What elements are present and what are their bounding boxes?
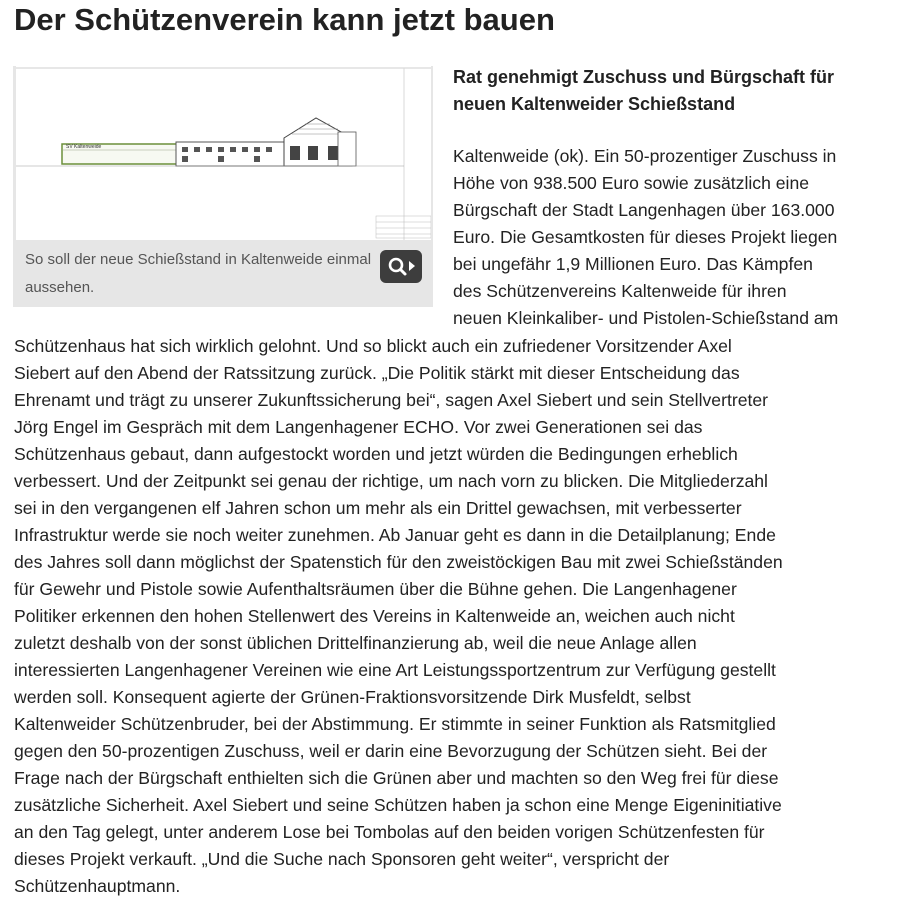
text-line: Höhe von 938.500 Euro sowie zusätzlich eine: [453, 173, 810, 193]
article-intro-text: [453, 143, 898, 332]
caption-line: aussehen.: [25, 279, 95, 296]
architect-drawing-image[interactable]: [16, 66, 431, 240]
text-line: Schützenhaus gebaut, dann aufgestockt worden und jetzt würden die Bedingungen erheblich: [14, 444, 738, 464]
text-line: Infrastruktur werde sie noch weiter zunehmen. Ab Januar geht es dann in die Detailplanung; Ende: [14, 525, 776, 545]
text-line: Bürgschaft der Stadt Langenhagen über 163.000: [453, 200, 835, 220]
text-line: des Jahres soll dann möglichst der Spatenstich für den zweistöckigen Bau mit zwei Schießständen: [14, 552, 783, 572]
text-line: neuen Kleinkaliber- und Pistolen-Schießstand am: [453, 308, 839, 328]
text-line: Euro. Die Gesamtkosten für dieses Projekt liegen: [453, 227, 838, 247]
text-line: werden soll. Konsequent agierte der Grünen-Fraktionsvorsitzende Dirk Musfeldt, selbst: [14, 687, 691, 707]
text-line: interessierten Langenhagener Vereinen wie eine Art Leistungssportzentrum zur Verfügung gestellt: [14, 660, 776, 680]
text-line: Kaltenweide (ok). Ein 50-prozentiger Zuschuss in: [453, 146, 837, 166]
article-title: Der Schützenverein kann jetzt bauen: [14, 2, 555, 37]
subtitle-line: Rat genehmigt Zuschuss und Bürgschaft für: [453, 67, 835, 87]
text-line: Politiker erkennen den hohen Stellenwert des Vereins in Kaltenweide an, weichen auch nicht: [14, 606, 735, 626]
drawing-label: SV Kaltenweide: [66, 144, 102, 150]
text-line: Siebert auf den Abend der Ratssitzung zurück. „Die Politik stärkt mit dieser Entscheidung das: [14, 363, 740, 383]
figure-caption: [25, 246, 425, 302]
text-line: Frage nach der Bürgschaft enthielten sich die Grünen aber und machten so den Weg frei für diese: [14, 768, 779, 788]
text-line: Jörg Engel im Gespräch mit dem Langenhagener ECHO. Vor zwei Generationen sei das: [14, 417, 703, 437]
text-line: Kaltenweider Schützenbruder, bei der Abstimmung. Er stimmte in seiner Funktion als Ratsmitglied: [14, 714, 776, 734]
subtitle-line: neuen Kaltenweider Schießstand: [453, 94, 736, 114]
text-line: des Schützenvereins Kaltenweide für ihren: [453, 281, 787, 301]
article-subtitle: [453, 64, 893, 118]
text-line: Ehrenamt und trägt zu unserer Zukunftssicherung bei“, sagen Axel Siebert und sein Stellvertreter: [14, 390, 769, 410]
text-line: zusätzliche Sicherheit. Axel Siebert und seine Schützen haben ja schon eine Menge Eigeninitiative: [14, 795, 782, 815]
text-line: bei ungefähr 1,9 Millionen Euro. Das Kämpfen: [453, 254, 813, 274]
article-figure: [13, 66, 433, 307]
text-line: an den Tag gelegt, unter anderem Lose bei Tombolas auf den beiden vorigen Schützenfesten für: [14, 822, 765, 842]
text-line: sei in den vergangenen elf Jahren schon um mehr als ein Drittel gewachsen, mit verbesserter: [14, 498, 742, 518]
building-elevation-drawing: [16, 66, 431, 240]
text-line: dieses Projekt verkauft. „Und die Suche nach Sponsoren geht weiter“, verspricht der: [14, 849, 670, 869]
text-line: für Gewehr und Pistole sowie Aufenthaltsräumen über die Bühne gehen. Die Langenhagener: [14, 579, 737, 599]
text-line: verbessert. Und der Zeitpunkt sei genau der richtige, um nach vorn zu blicken. Die Mitgliederzahl: [14, 471, 768, 491]
text-line: Schützenhauptmann.: [14, 876, 181, 896]
text-line: zuletzt deshalb von der sonst üblichen Drittelfinanzierung ab, weil die neue Anlage allen: [14, 633, 697, 653]
text-line: Schützenhaus hat sich wirklich gelohnt. Und so blickt auch ein zufriedener Vorsitzender Axel: [14, 336, 732, 356]
caption-line: So soll der neue Schießstand in Kaltenweide einmal: [25, 251, 372, 268]
text-line: gegen den 50-prozentigen Zuschuss, weil er darin eine Bevorzugung der Schützen sieht. Bei der: [14, 741, 768, 761]
article-body-text: [14, 333, 899, 900]
